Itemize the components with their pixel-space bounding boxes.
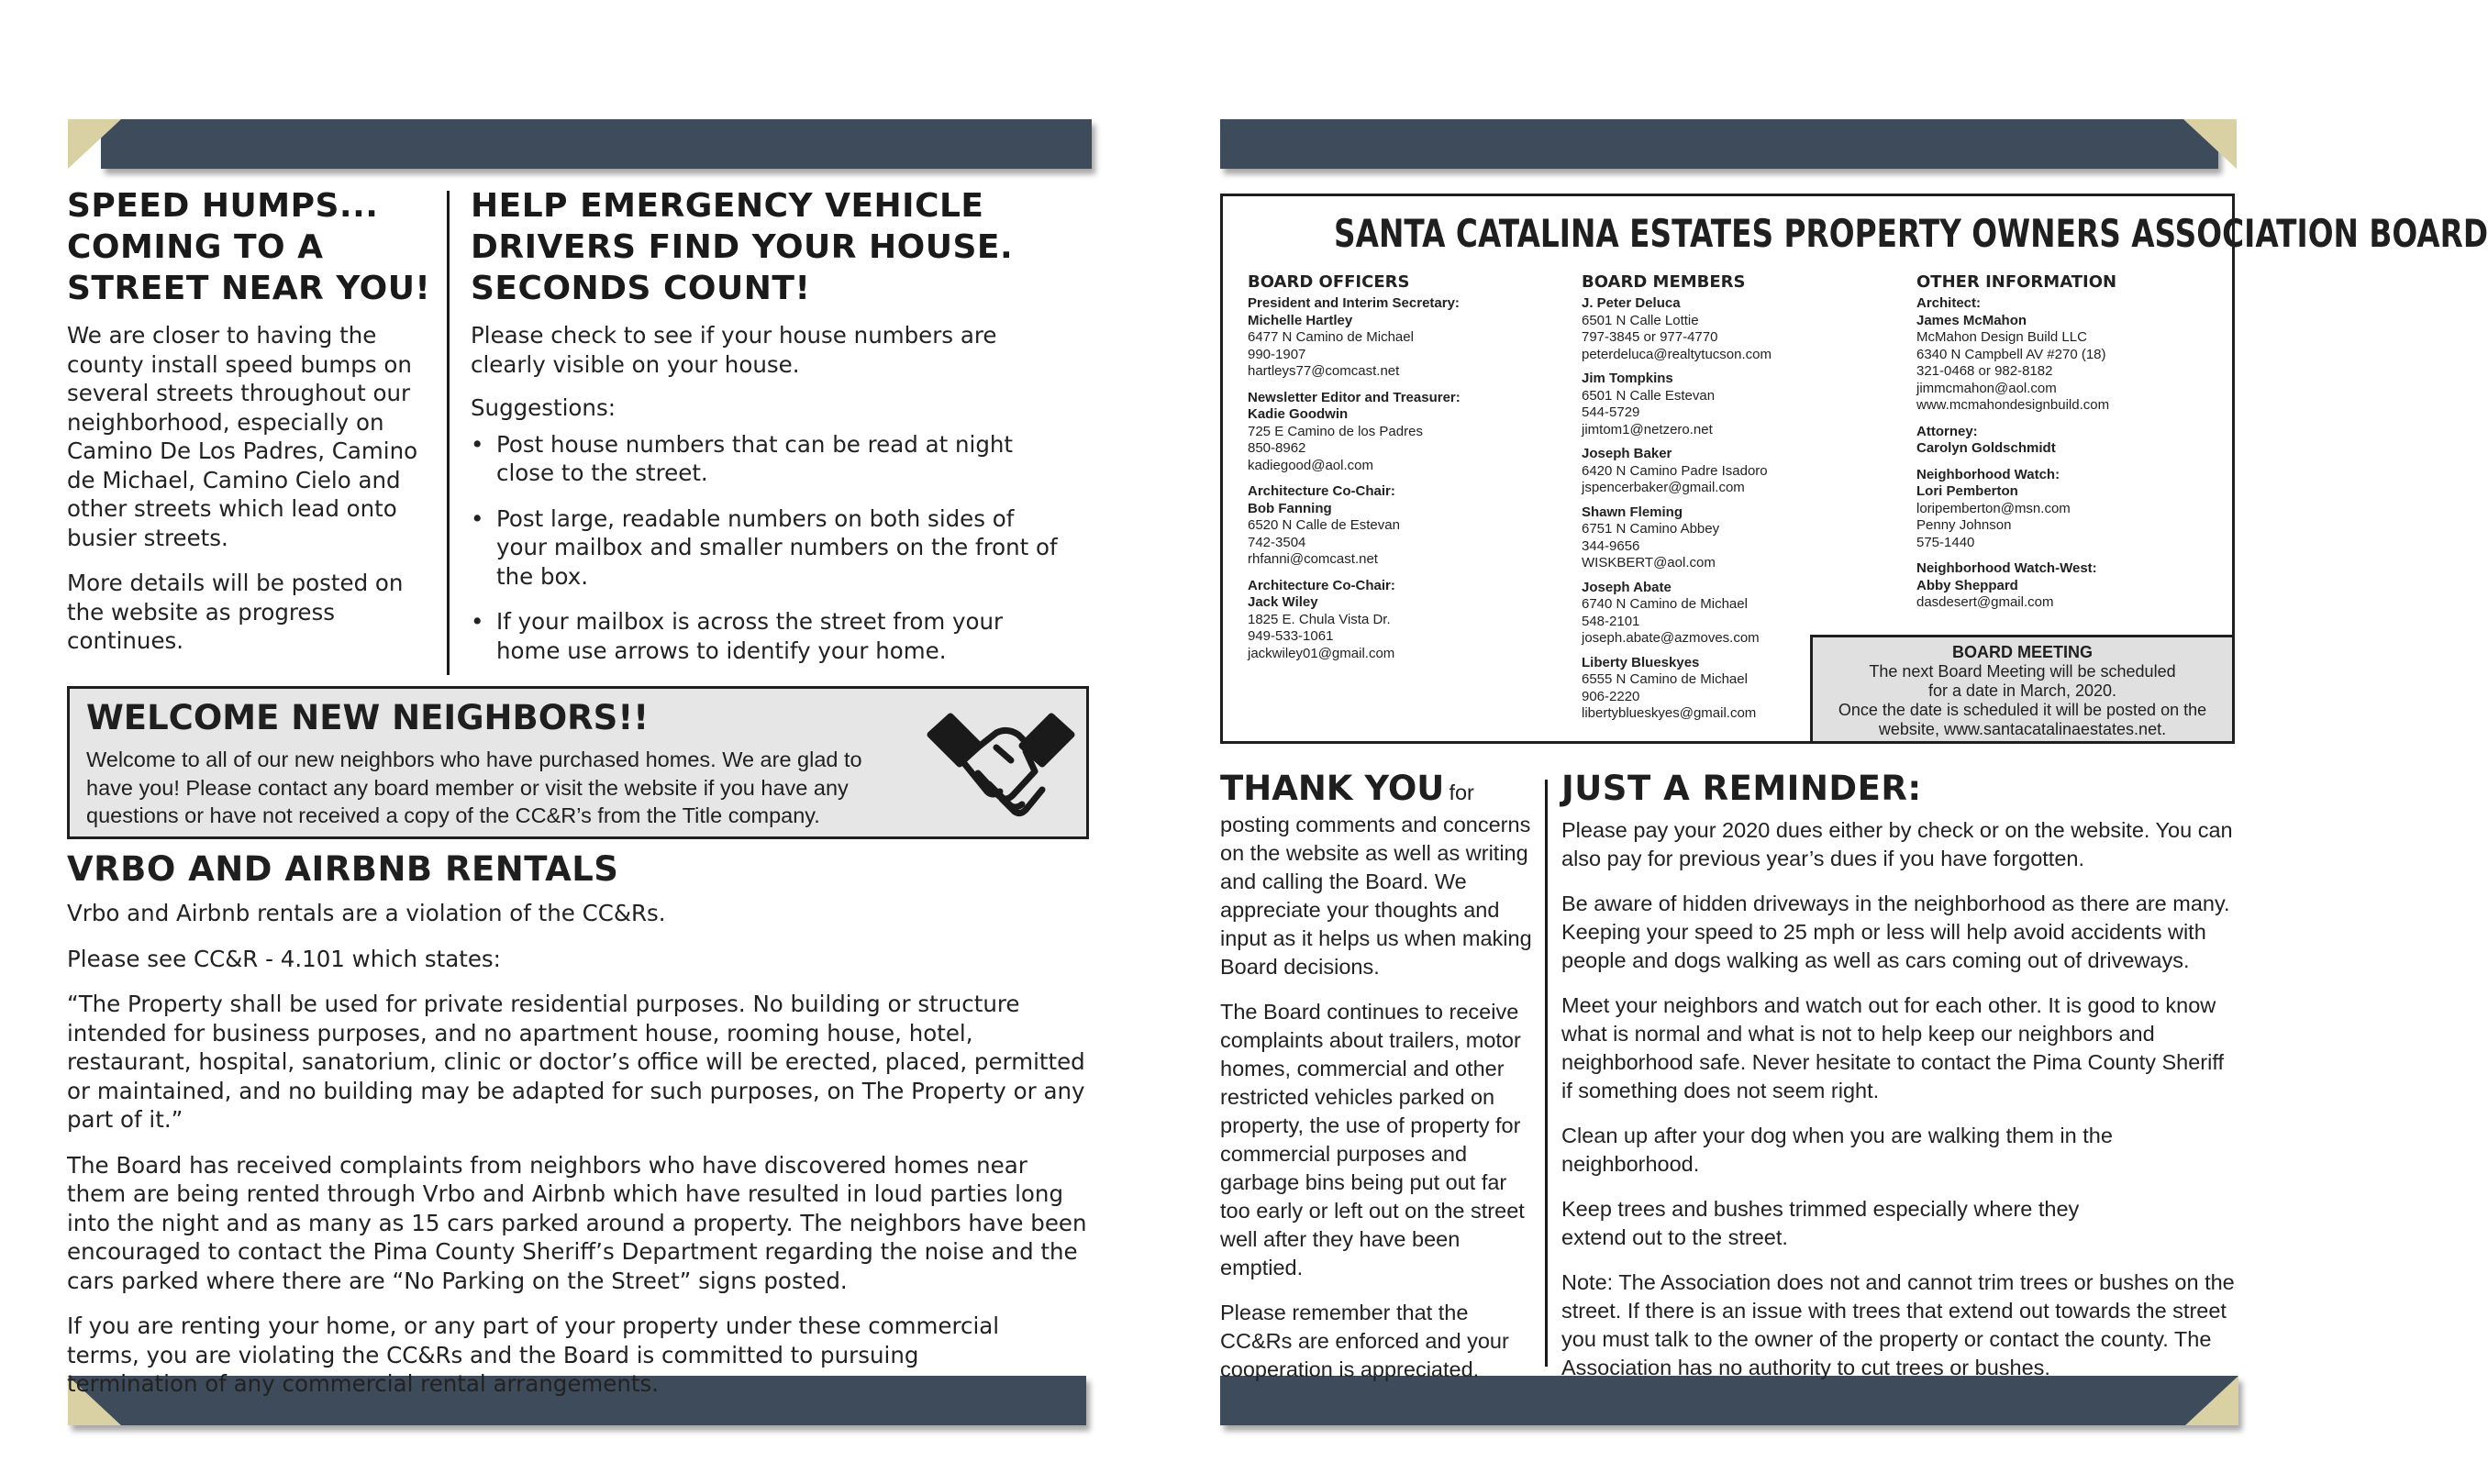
officer-entry	[1248, 390, 1569, 475]
vrbo-paragraph: If you are renting your home, or any part of your property under these commercial terms, you are violating the CC&Rs and the Board is committed to pursuing termination of any commercial rental arrangements.	[67, 1312, 1000, 1397]
info-line: 575-1440	[1916, 534, 1975, 550]
emergency-body	[471, 321, 1072, 681]
vrbo-title: VRBO AND AIRBNB RENTALS	[67, 849, 619, 889]
officer-line: hartleys77@comcast.net	[1248, 363, 1400, 379]
info-line: 6340 N Campbell AV #270 (18)	[1916, 346, 2106, 362]
reminder-body	[1561, 816, 2236, 1399]
member-line: 906-2220	[1582, 688, 1640, 704]
member-entry	[1582, 371, 1811, 438]
officer-line: 725 E Camino de los Padres	[1248, 423, 1423, 439]
officer-entry	[1248, 295, 1569, 381]
reminder-paragraph: Note: The Association does not and cannot trim trees or bushes on the street. If there is an issue with trees that extend out towards the street you must talk to the owner of the property or contact the county. The Association has no authority to cut trees or bushes.	[1561, 1270, 2235, 1379]
board-directory	[1220, 194, 2488, 744]
meeting-line: for a date in March, 2020.	[1927, 681, 2117, 700]
welcome-text: Welcome to all of our new neighbors who have purchased homes. We are glad to have you! Please contact any board member or visit the website if you have any questions or have not received a copy of the CC&R’s from the Title company.	[86, 748, 862, 827]
thank-you-body	[1220, 811, 1541, 1401]
officer-line: 850-8962	[1248, 440, 1306, 456]
reminder-paragraph: Keep trees and bushes trimmed especially where they extend out to the street.	[1561, 1197, 2080, 1249]
emergency-title-line: DRIVERS FIND YOUR HOUSE.	[471, 228, 1014, 266]
officer-role: Architecture Co-Chair:	[1248, 577, 1395, 593]
meeting-line: Once the date is scheduled it will be posted on the	[1838, 701, 2207, 719]
emergency-title	[471, 185, 1076, 309]
info-name: Carolyn Goldschmidt	[1916, 440, 2056, 456]
speed-title-line: SPEED HUMPS...	[67, 187, 379, 225]
vrbo-body	[67, 899, 1099, 1415]
member-entry	[1582, 446, 1811, 497]
info-line: McMahon Design Build LLC	[1916, 329, 2087, 345]
officer-entry	[1248, 578, 1569, 663]
member-line: jimtom1@netzero.net	[1582, 421, 1713, 437]
vrbo-paragraph: The Board has received complaints from neighbors who have discovered homes near them are being rented through Vrbo and Airbnb which have resulted in loud parties long into the night and as many as 15 cars parked around a property. The neighbors have been encouraged to contact the Pima County Sheriff’s Department regarding the noise and the cars parked where there are “No Parking on the Street” signs posted.	[67, 1151, 1087, 1294]
thank-you-heading	[1220, 769, 1474, 809]
officer-role: Newsletter Editor and Treasurer:	[1248, 389, 1461, 405]
info-line: loripemberton@msn.com	[1916, 500, 2071, 516]
member-name: Shawn Fleming	[1582, 504, 1683, 520]
suggestions-label: Suggestions:	[471, 394, 616, 421]
officer-line: jackwiley01@gmail.com	[1248, 645, 1395, 661]
right-column-divider	[1545, 780, 1548, 1367]
reminder-paragraph: Please pay your 2020 dues either by check or on the website. You can also pay for previous year’s dues if you have forgotten.	[1561, 818, 2233, 870]
board-members-column	[1582, 271, 1811, 732]
other-information-column	[1916, 271, 2228, 621]
thank-you-title: THANK YOU	[1220, 769, 1445, 808]
speed-humps-body	[67, 321, 439, 672]
list-item: • Post house numbers that can be read at night close to the street.	[471, 430, 1072, 488]
board-meeting-notice	[1810, 635, 2232, 741]
member-line: 544-5729	[1582, 404, 1640, 420]
top-left-accent-triangle	[68, 119, 121, 169]
reminder-title: JUST A REMINDER:	[1561, 769, 1922, 808]
vrbo-paragraph: “The Property shall be used for private residential purposes. No building or structure intended for business purposes, and no apartment house, rooming house, hotel, restaurant, hospital, sanatorium, clinic or doctor’s office will be erected, placed, permitted or maintained, and no building may be adapted for such purposes, on The Property or any part of it.”	[67, 991, 1085, 1133]
member-line: peterdeluca@realtytucson.com	[1582, 346, 1772, 362]
officer-line: rhfanni@comcast.net	[1248, 551, 1378, 567]
meeting-heading: BOARD MEETING	[1952, 643, 2093, 661]
member-line: 797-3845 or 977-4770	[1582, 329, 1718, 345]
officer-name: Michelle Hartley	[1248, 312, 1353, 328]
info-name: James McMahon	[1916, 312, 2027, 328]
member-name: Liberty Blueskyes	[1582, 654, 1700, 670]
officer-line: 990-1907	[1248, 346, 1306, 362]
speed-humps-title	[67, 185, 452, 309]
member-line: 548-2101	[1582, 613, 1640, 629]
member-line: libertyblueskyes@gmail.com	[1582, 705, 1757, 721]
officer-entry	[1248, 483, 1569, 569]
officer-role: President and Interim Secretary:	[1248, 295, 1460, 311]
info-role: Neighborhood Watch:	[1916, 466, 2060, 482]
officer-line: 949-533-1061	[1248, 628, 1334, 644]
officer-name: Kadie Goodwin	[1248, 406, 1349, 422]
speed-title-line: STREET NEAR YOU!	[67, 270, 431, 307]
board-title: SANTA CATALINA ESTATES PROPERTY OWNERS ASSOCIATION BOARD	[1334, 211, 2488, 256]
member-name: J. Peter Deluca	[1582, 295, 1681, 311]
thank-you-paragraph: The Board continues to receive complaints about trailers, motor homes, commercial and other restricted vehicles parked on property, the use of property for commercial purposes and garbage bins being put out far too early or left out on the street well after they have been emptied.	[1220, 1000, 1525, 1279]
column-divider	[447, 191, 450, 675]
info-entry	[1916, 467, 2228, 552]
member-line: jspencerbaker@gmail.com	[1582, 480, 1745, 495]
officer-line: 6520 N Calle de Estevan	[1248, 517, 1400, 533]
info-role: Neighborhood Watch-West:	[1916, 560, 2097, 576]
member-line: 6751 N Camino Abbey	[1582, 521, 1720, 537]
member-entry	[1582, 655, 1811, 723]
info-line: jimmcmahon@aol.com	[1916, 380, 2057, 396]
member-line: 6501 N Calle Estevan	[1582, 387, 1716, 404]
welcome-title: WELCOME NEW NEIGHBORS!!	[86, 698, 650, 737]
info-line: dasdesert@gmail.com	[1916, 594, 2054, 610]
member-line: 6740 N Camino de Michael	[1582, 596, 1748, 612]
vrbo-paragraph: Please see CC&R - 4.101 which states:	[67, 945, 501, 972]
welcome-box	[67, 686, 1089, 839]
emergency-title-line: SECONDS COUNT!	[471, 270, 811, 307]
suggestion-list	[471, 430, 1072, 666]
member-entry	[1582, 295, 1811, 363]
member-line: WISKBERT@aol.com	[1582, 555, 1716, 570]
top-right-banner	[1220, 119, 2218, 169]
info-line: Penny Johnson	[1916, 517, 2012, 533]
info-entry	[1916, 424, 2228, 458]
officer-line: 6477 N Camino de Michael	[1248, 329, 1414, 345]
meeting-line: website, www.santacatalinaestates.net.	[1878, 720, 2167, 738]
other-heading: OTHER INFORMATION	[1916, 272, 2117, 292]
member-line: 6501 N Calle Lottie	[1582, 312, 1699, 328]
member-name: Joseph Baker	[1582, 446, 1672, 461]
info-name: Lori Pemberton	[1916, 483, 2018, 499]
emergency-intro: Please check to see if your house numbers are clearly visible on your house.	[471, 322, 997, 378]
speed-title-line: COMING TO A	[67, 228, 324, 266]
thank-you-paragraph: posting comments and concerns on the website as well as writing and calling the Board. We appreciate your thoughts and input as it helps us when making Board decisions.	[1220, 813, 1532, 979]
info-role: Architect:	[1916, 295, 1982, 311]
member-line: 344-9656	[1582, 537, 1640, 554]
reminder-paragraph: Meet your neighbors and watch out for each other. It is good to know what is normal and what is not to help keep our neighbors and neighborhood safe. Never hesitate to contact the Pima County Sheriff if something does not seem right.	[1561, 993, 2224, 1102]
info-entry	[1916, 560, 2228, 612]
list-item: • If your mailbox is across the street from your home use arrows to identify your home.	[471, 607, 1072, 665]
thank-you-paragraph: Please remember that the CC&Rs are enforced and your cooperation is appreciated.	[1220, 1301, 1509, 1381]
officer-name: Bob Fanning	[1248, 500, 1332, 516]
thank-you-suffix: for	[1449, 781, 1474, 804]
officer-line: 1825 E. Chula Vista Dr.	[1248, 611, 1391, 627]
member-entry	[1582, 580, 1811, 648]
info-line: www.mcmahondesignbuild.com	[1916, 397, 2110, 413]
emergency-title-line: HELP EMERGENCY VEHICLE	[471, 187, 984, 225]
officer-line: 742-3504	[1248, 534, 1306, 550]
info-entry	[1916, 295, 2228, 415]
list-item: • Post large, readable numbers on both sides of your mailbox and smaller numbers on the front of the box.	[471, 504, 1072, 592]
board-officers-column	[1248, 271, 1569, 671]
officer-role: Architecture Co-Chair:	[1248, 483, 1395, 499]
member-name: Jim Tompkins	[1582, 371, 1673, 386]
officer-line: kadiegood@aol.com	[1248, 457, 1373, 473]
reminder-paragraph: Be aware of hidden driveways in the neighborhood as there are many. Keeping your speed to 25 mph or less will help avoid accidents with people and dogs walking as well as cars coming out of driveways.	[1561, 892, 2230, 972]
top-right-accent-triangle	[2183, 119, 2237, 169]
member-line: joseph.abate@azmoves.com	[1582, 630, 1760, 646]
vrbo-paragraph: Vrbo and Airbnb rentals are a violation of the CC&Rs.	[67, 900, 666, 926]
speed-paragraph: We are closer to having the county install speed bumps on several streets throughout our neighborhood, especially on Camino De Los Padres, Camino de Michael, Camino Cielo and other streets which lead onto busier streets.	[67, 322, 418, 551]
officer-name: Jack Wiley	[1248, 594, 1318, 610]
reminder-paragraph: Clean up after your dog when you are walking them in the neighborhood.	[1561, 1124, 2113, 1176]
member-line: 6555 N Camino de Michael	[1582, 671, 1748, 687]
top-left-banner	[101, 119, 1092, 169]
members-heading: BOARD MEMBERS	[1582, 272, 1746, 292]
member-entry	[1582, 504, 1811, 572]
meeting-line: The next Board Meeting will be scheduled	[1869, 662, 2176, 681]
info-name: Abby Sheppard	[1916, 577, 2018, 593]
handshake-icon	[923, 707, 1079, 822]
member-line: 6420 N Camino Padre Isadoro	[1582, 462, 1768, 479]
officers-heading: BOARD OFFICERS	[1248, 272, 1410, 292]
info-role: Attorney:	[1916, 423, 1978, 439]
member-name: Joseph Abate	[1582, 579, 1672, 595]
info-line: 321-0468 or 982-8182	[1916, 363, 2053, 379]
speed-paragraph: More details will be posted on the website as progress continues.	[67, 570, 404, 654]
